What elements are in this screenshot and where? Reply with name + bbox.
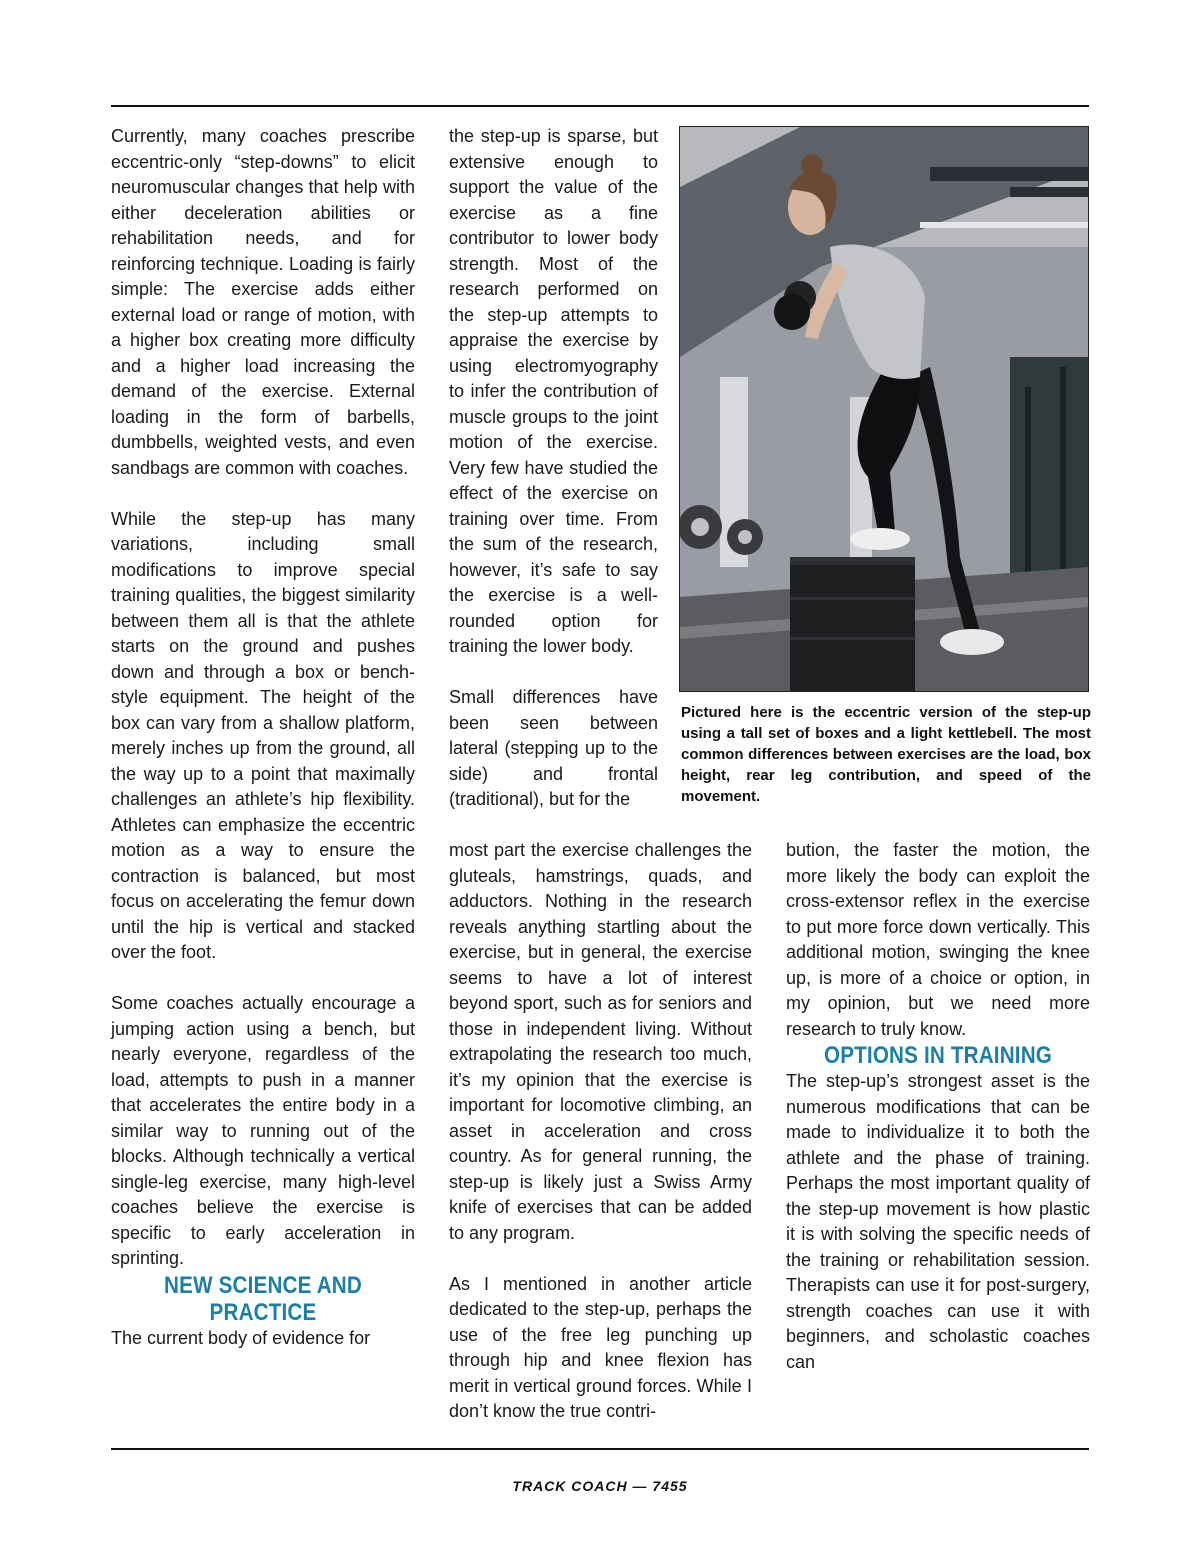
col2-paragraph-2-cont: most part the exercise challenges the gluteals, hamstrings, quads, and adductors. Nothing in the research reveals anything startling about the exercise, but in general, the exercise seems to have a lot of interest beyond sport, such as for seniors and those in independent living. Without extrapolating the research too much, it’s my opinion that the exercise is important for locomotive climbing, an asset in acceleration and cross country. As for general running, the step-up is likely just a Swiss Army knife of exercises that can be added to any program. [449,840,752,1243]
col3-paragraph-2: The step-up’s strongest asset is the numerous modifications that can be made to individualize it to both the athlete and the phase of training. Perhaps the most important quality of the step-up movement is how plastic it is with solving the specific needs of the training or rehabilitation session. Therapists can use it for post-surgery, strength coaches can use it with beginners, and scholastic coaches can [786,1071,1090,1372]
column-1 [111,124,415,1351]
col1-paragraph-1: Currently, many coaches prescribe eccentric-only “step-downs” to elicit neuromuscular changes that help with either deceleration abilities or rehabilitation needs, and for reinforcing technique. Loading is fairly simple: The exercise adds either external load or range of motion, with a higher box creating more difficulty and a higher load increasing the demand of the exercise. External loading in the form of barbells, dumbbells, weighted vests, and even sandbags are common with coaches. [111,126,415,478]
column-2-top [449,124,658,813]
col1-paragraph-4: The current body of evidence for [111,1327,371,1348]
column-2-bottom [449,838,752,1425]
col2-paragraph-3: As I mentioned in another article dedicated to the step-up, perhaps the use of the free leg punching up through hip and knee flexion has merit in vertical ground forces. While I don’t know the true contri- [449,1273,752,1421]
col3-paragraph-1: bution, the faster the motion, the more likely the body can exploit the cross-extensor reflex in the exercise to put more force down vertically. This additional motion, swinging the knee up, is more of a choice or option, in my opinion, but we need more research to truly know. [786,840,1090,1039]
page-footer: TRACK COACH — 7455 [512,1478,688,1494]
col1-paragraph-2: While the step-up has many variations, including small modifications to improve special training qualities, the biggest similarity between them all is that the athlete starts on the ground and pushes down and through a box or bench-style equipment. The height of the box can vary from a shallow platform, merely inches up from the ground, all the way up to a point that maximally challenges an athlete’s hip flexibility. Athletes can emphasize the eccentric motion as a way to ensure the contraction is balanced, but most focus on accelerating the femur down until the hip is vertical and stacked over the foot. [111,508,415,962]
photo-caption: Pictured here is the eccentric version of the step-up using a tall set of boxes and a light kettlebell. The most common differences between exercises are the load, box height, rear leg contribution, and speed of the movement. [681,704,1091,805]
col2-paragraph-1: the step-up is sparse, but extensive enough to support the value of the exercise as a fine contributor to lower body strength. Most of the research performed on the step-up attempts to appraise the exercise by using electromyography to infer the contribution of muscle groups to the joint motion of the exercise. Very few have studied the effect of the exercise on training over time. From the sum of the research, however, it’s safe to say the exercise is a well-rounded option for training the lower body. [449,126,658,656]
col1-paragraph-3: Some coaches actually encourage a jumping action using a bench, but nearly everyone, regardless of the load, attempts to push in a manner that accelerates the entire body in a similar way to running out of the blocks. Although technically a vertical single-leg exercise, many high-level coaches believe the exercise is specific to early acceleration in sprinting. [111,993,415,1268]
top-rule [111,105,1089,107]
section-heading-options: OPTIONS IN TRAINING [823,1042,1053,1069]
section-heading-new-science [132,1272,393,1326]
column-3 [786,838,1090,1375]
athlete-step-up-photo [679,126,1089,692]
col2-paragraph-2-start: Small differences have been seen between lateral (stepping up to the side) and frontal (traditional), but for the [449,687,658,809]
photo-illustration [680,127,1089,692]
heading-line-1: NEW SCIENCE AND [164,1271,362,1299]
bottom-rule [111,1448,1089,1450]
heading-line-2: PRACTICE [209,1298,317,1326]
